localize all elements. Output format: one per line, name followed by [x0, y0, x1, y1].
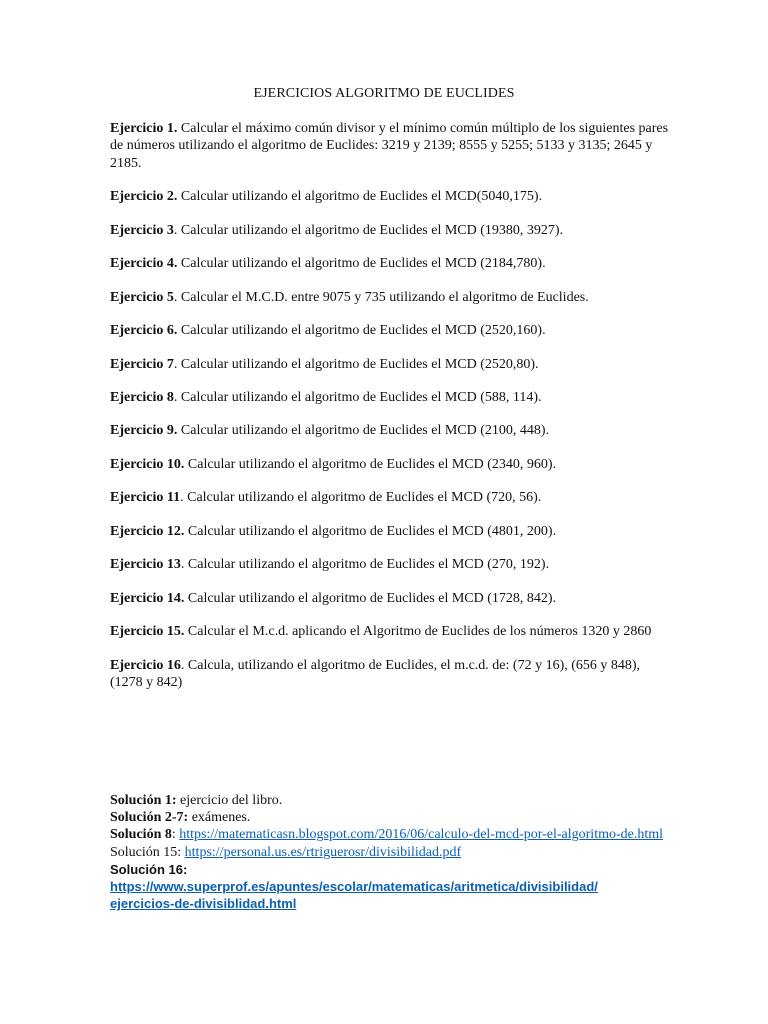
exercise-text: Calcular utilizando el algoritmo de Euclides el MCD (4801, 200). [184, 523, 557, 539]
exercise-item [110, 356, 670, 373]
exercise-label: Ejercicio 4. [110, 256, 178, 272]
exercise-item [110, 489, 670, 506]
solution-8 [110, 826, 690, 843]
exercise-text: Calcular utilizando el algoritmo de Euclides el MCD (2100, 448). [177, 423, 550, 439]
exercise-item [110, 255, 670, 272]
exercise-label: Ejercicio 14. [110, 590, 185, 606]
exercise-item [110, 222, 670, 239]
exercise-item [110, 188, 670, 205]
solutions-section [110, 792, 690, 912]
exercise-label: Ejercicio 1. [110, 121, 178, 136]
exercise-label: Ejercicio 6. [110, 323, 178, 339]
solution-16-label: Solución 16: [110, 861, 188, 877]
solution-2-7-text: exámenes. [188, 810, 251, 826]
exercise-text: Calcular utilizando el algoritmo de Euclides el MCD(5040,175). [177, 189, 543, 205]
exercise-label: Ejercicio 11 [110, 490, 181, 506]
exercise-label: Ejercicio 9. [110, 423, 178, 439]
exercise-label: Ejercicio 12. [110, 523, 185, 539]
exercise-item [110, 322, 670, 339]
exercise-item [110, 556, 670, 573]
solution-1-label: Solución 1: [110, 793, 177, 808]
exercise-text: . Calcula, utilizando el algoritmo de Euclides, el m.c.d. de: (72 y 16), (656 y 848), (1278 y 842) [110, 657, 641, 691]
exercise-label: Ejercicio 3 [110, 222, 174, 238]
exercise-text: Calcular el máximo común divisor y el mínimo común múltiplo de los siguientes pares de números utilizando el algoritmo de Euclides: 3219 y 2139; 8555 y 5255; 5133 y 3135; 2645 y 2185. [110, 121, 669, 171]
solution-2-7-label: Solución 2-7: [110, 810, 189, 826]
document-title: EJERCICIOS ALGORITMO DE EUCLIDES [253, 86, 515, 101]
exercise-label: Ejercicio 15. [110, 624, 185, 640]
solution-8-separator: : [171, 827, 180, 843]
exercise-list [110, 120, 670, 708]
solution-2-7 [110, 809, 690, 826]
solution-1 [110, 792, 690, 809]
exercise-item [110, 422, 670, 439]
exercise-item [110, 120, 670, 172]
exercise-text: Calcular el M.c.d. aplicando el Algoritmo de Euclides de los números 1320 y 2860 [184, 624, 652, 640]
solution-16-link-continued[interactable]: ejercicios-de-divisiblidad.html [110, 896, 297, 912]
exercise-text: . Calcular utilizando el algoritmo de Euclides el MCD (588, 114). [173, 389, 542, 405]
solution-8-label: Solución 8 [110, 827, 172, 843]
solution-16-link-line-2 [110, 895, 690, 912]
exercise-item [110, 657, 670, 692]
exercise-label: Ejercicio 16 [110, 657, 181, 673]
exercise-text: . Calcular utilizando el algoritmo de Euclides el MCD (270, 192). [180, 557, 550, 573]
solution-15-label: Solución 15: [110, 844, 185, 860]
exercise-text: Calcular utilizando el algoritmo de Euclides el MCD (2340, 960). [184, 456, 557, 472]
solution-16-link[interactable]: https://www.superprof.es/apuntes/escolar/matematicas/aritmetica/divisibilidad/ [110, 879, 598, 895]
exercise-text: . Calcular el M.C.D. entre 9075 y 735 utilizando el algoritmo de Euclides. [173, 289, 589, 305]
exercise-text: Calcular utilizando el algoritmo de Euclides el MCD (2520,160). [177, 323, 546, 339]
exercise-text: Calcular utilizando el algoritmo de Euclides el MCD (1728, 842). [184, 590, 557, 606]
exercise-label: Ejercicio 8 [110, 389, 174, 405]
exercise-item [110, 289, 670, 306]
exercise-text: . Calcular utilizando el algoritmo de Euclides el MCD (19380, 3927). [173, 222, 564, 238]
exercise-item [110, 523, 670, 540]
solution-15 [110, 844, 690, 861]
exercise-text: . Calcular utilizando el algoritmo de Euclides el MCD (2520,80). [173, 356, 539, 372]
solution-1-text: ejercicio del libro. [176, 793, 283, 808]
exercise-text: . Calcular utilizando el algoritmo de Euclides el MCD (720, 56). [180, 490, 542, 506]
exercise-item [110, 590, 670, 607]
solution-16-link-line-1 [110, 878, 690, 895]
exercise-item [110, 623, 670, 640]
exercise-label: Ejercicio 10. [110, 456, 185, 472]
solution-8-link[interactable]: https://matematicasn.blogspot.com/2016/06/calculo-del-mcd-por-el-algoritmo-de.html [179, 827, 664, 843]
exercise-label: Ejercicio 2. [110, 189, 178, 205]
exercise-item [110, 389, 670, 406]
exercise-item [110, 456, 670, 473]
exercise-label: Ejercicio 7 [110, 356, 174, 372]
exercise-text: Calcular utilizando el algoritmo de Euclides el MCD (2184,780). [177, 256, 546, 272]
solution-16 [110, 861, 690, 878]
solution-15-link[interactable]: https://personal.us.es/rtriguerosr/divisibilidad.pdf [184, 844, 462, 860]
exercise-label: Ejercicio 5 [110, 289, 174, 305]
exercise-label: Ejercicio 13 [110, 557, 181, 573]
